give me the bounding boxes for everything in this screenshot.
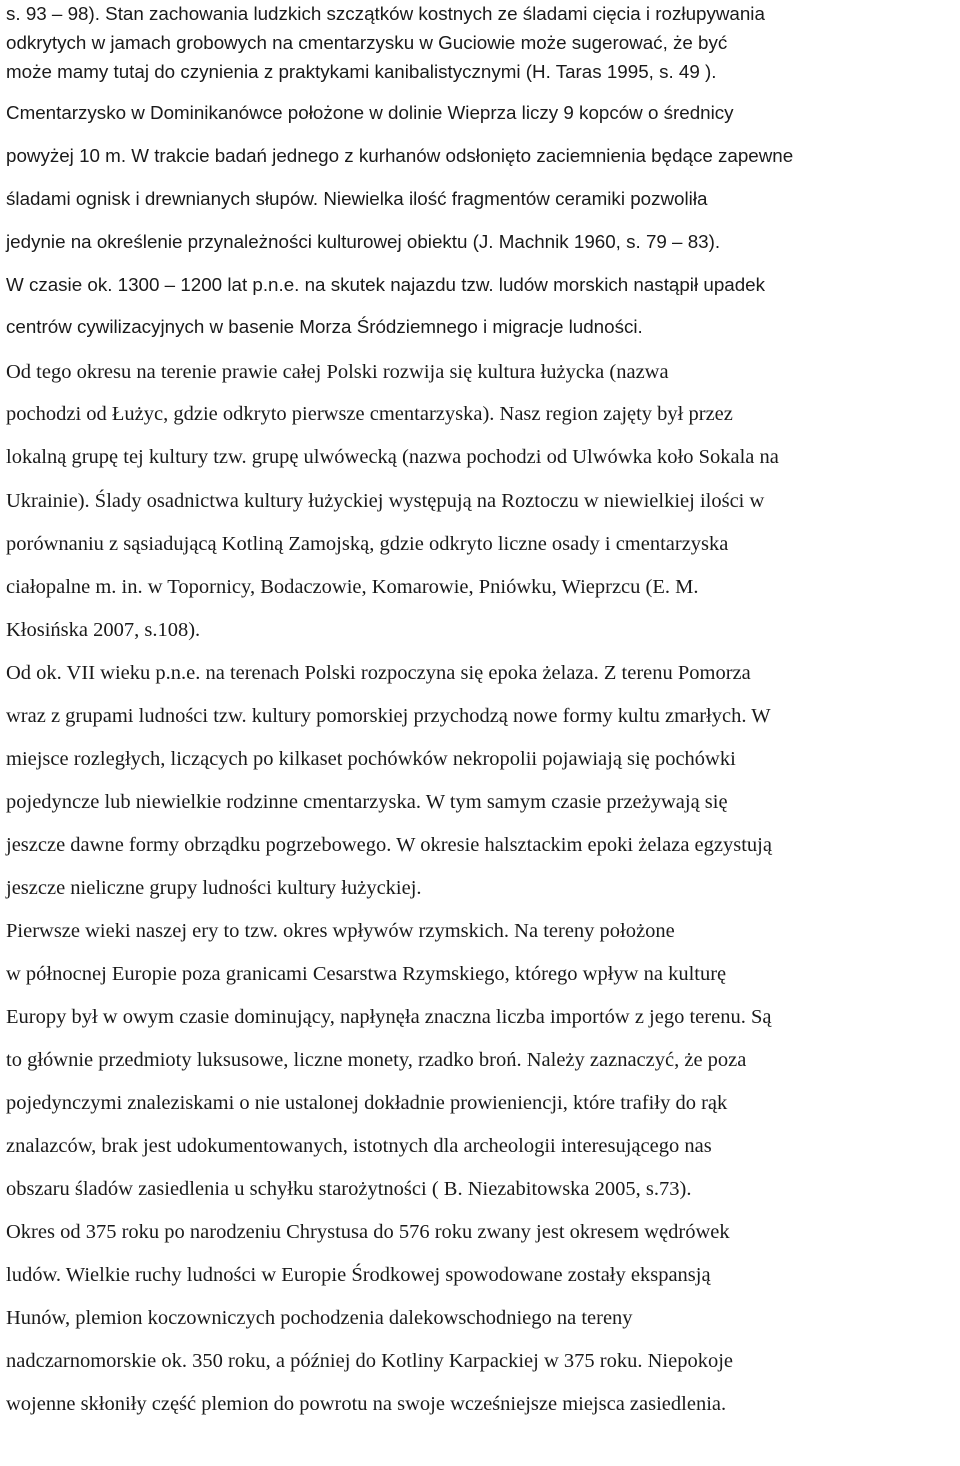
- text-line-9: centrów cywilizacyjnych w basenie Morza Śródziemnego i migracje ludności.: [6, 316, 643, 337]
- text-line-33: nadczarnomorskie ok. 350 roku, a później do Kotliny Karpackiej w 375 roku. Niepokoje: [6, 1350, 733, 1372]
- text-line-21: jeszcze dawne formy obrządku pogrzebowego. W okresie halsztackim epoki żelaza egzystują: [6, 834, 772, 856]
- text-line-19: miejsce rozległych, liczących po kilkaset pochówków nekropolii pojawiają się pochówki: [6, 748, 736, 770]
- text-line-27: pojedynczymi znaleziskami o nie ustalonej dokładnie prowieniencji, które trafiły do rąk: [6, 1092, 728, 1114]
- text-line-2: odkrytych w jamach grobowych na cmentarzysku w Guciowie może sugerować, że być: [6, 32, 728, 53]
- text-line-5: powyżej 10 m. W trakcie badań jednego z kurhanów odsłonięto zaciemnienia będące zapewne: [6, 145, 794, 166]
- text-line-14: porównaniu z sąsiadującą Kotliną Zamojską, gdzie odkryto liczne osady i cmentarzyska: [6, 533, 729, 555]
- text-line-3: może mamy tutaj do czynienia z praktykami kanibalistycznymi (H. Taras 1995, s. 49 ).: [6, 61, 717, 82]
- text-line-31: ludów. Wielkie ruchy ludności w Europie Środkowej spowodowane zostały ekspansją: [6, 1264, 711, 1286]
- text-line-34: wojenne skłoniły część plemion do powrotu na swoje wcześniejsze miejsca zasiedlenia.: [6, 1393, 727, 1415]
- text-line-15: ciałopalne m. in. w Topornicy, Bodaczowie, Komarowie, Pniówku, Wieprzcu (E. M.: [6, 576, 699, 598]
- text-line-13: Ukrainie). Ślady osadnictwa kultury łużyckiej występują na Roztoczu w niewielkiej ilości w: [6, 490, 765, 512]
- text-line-32: Hunów, plemion koczowniczych pochodzenia dalekowschodniego na tereny: [6, 1307, 633, 1329]
- text-line-23: Pierwsze wieki naszej ery to tzw. okres wpływów rzymskich. Na tereny położone: [6, 920, 675, 942]
- text-line-29: obszaru śladów zasiedlenia u schyłku starożytności ( B. Niezabitowska 2005, s.73).: [6, 1178, 692, 1200]
- text-line-1: s. 93 – 98). Stan zachowania ludzkich szczątków kostnych ze śladami cięcia i rozłupywania: [6, 3, 765, 24]
- text-line-30: Okres od 375 roku po narodzeniu Chrystusa do 576 roku zwany jest okresem wędrówek: [6, 1221, 730, 1243]
- text-line-8: W czasie ok. 1300 – 1200 lat p.n.e. na skutek najazdu tzw. ludów morskich nastąpił upadek: [6, 274, 765, 295]
- text-line-20: pojedyncze lub niewielkie rodzinne cmentarzyska. W tym samym czasie przeżywają się: [6, 791, 728, 813]
- text-line-24: w północnej Europie poza granicami Cesarstwa Rzymskiego, którego wpływ na kulturę: [6, 963, 727, 985]
- text-line-18: wraz z grupami ludności tzw. kultury pomorskiej przychodzą nowe formy kultu zmarłych. W: [6, 705, 771, 727]
- text-line-12: lokalną grupę tej kultury tzw. grupę ulwówecką (nazwa pochodzi od Ulwówka koło Sokala na: [6, 446, 779, 468]
- text-line-7: jedynie na określenie przynależności kulturowej obiektu (J. Machnik 1960, s. 79 – 83).: [6, 231, 721, 252]
- text-line-28: znalazców, brak jest udokumentowanych, istotnych dla archeologii interesującego nas: [6, 1135, 712, 1157]
- text-line-4: Cmentarzysko w Dominikanówce położone w dolinie Wieprza liczy 9 kopców o średnicy: [6, 102, 734, 123]
- text-line-17: Od ok. VII wieku p.n.e. na terenach Polski rozpoczyna się epoka żelaza. Z terenu Pomorza: [6, 662, 751, 684]
- text-line-26: to głównie przedmioty luksusowe, liczne monety, rzadko broń. Należy zaznaczyć, że poza: [6, 1049, 747, 1071]
- text-line-25: Europy był w owym czasie dominujący, napłynęła znaczna liczba importów z jego terenu. Są: [6, 1006, 772, 1028]
- text-line-11: pochodzi od Łużyc, gdzie odkryto pierwsze cmentarzyska). Nasz region zajęty był przez: [6, 403, 733, 425]
- text-line-6: śladami ognisk i drewnianych słupów. Niewielka ilość fragmentów ceramiki pozwoliła: [6, 188, 708, 209]
- text-line-16: Kłosińska 2007, s.108).: [6, 619, 201, 641]
- text-line-10: Od tego okresu na terenie prawie całej Polski rozwija się kultura łużycka (nazwa: [6, 361, 669, 383]
- text-line-22: jeszcze nieliczne grupy ludności kultury łużyckiej.: [6, 877, 422, 899]
